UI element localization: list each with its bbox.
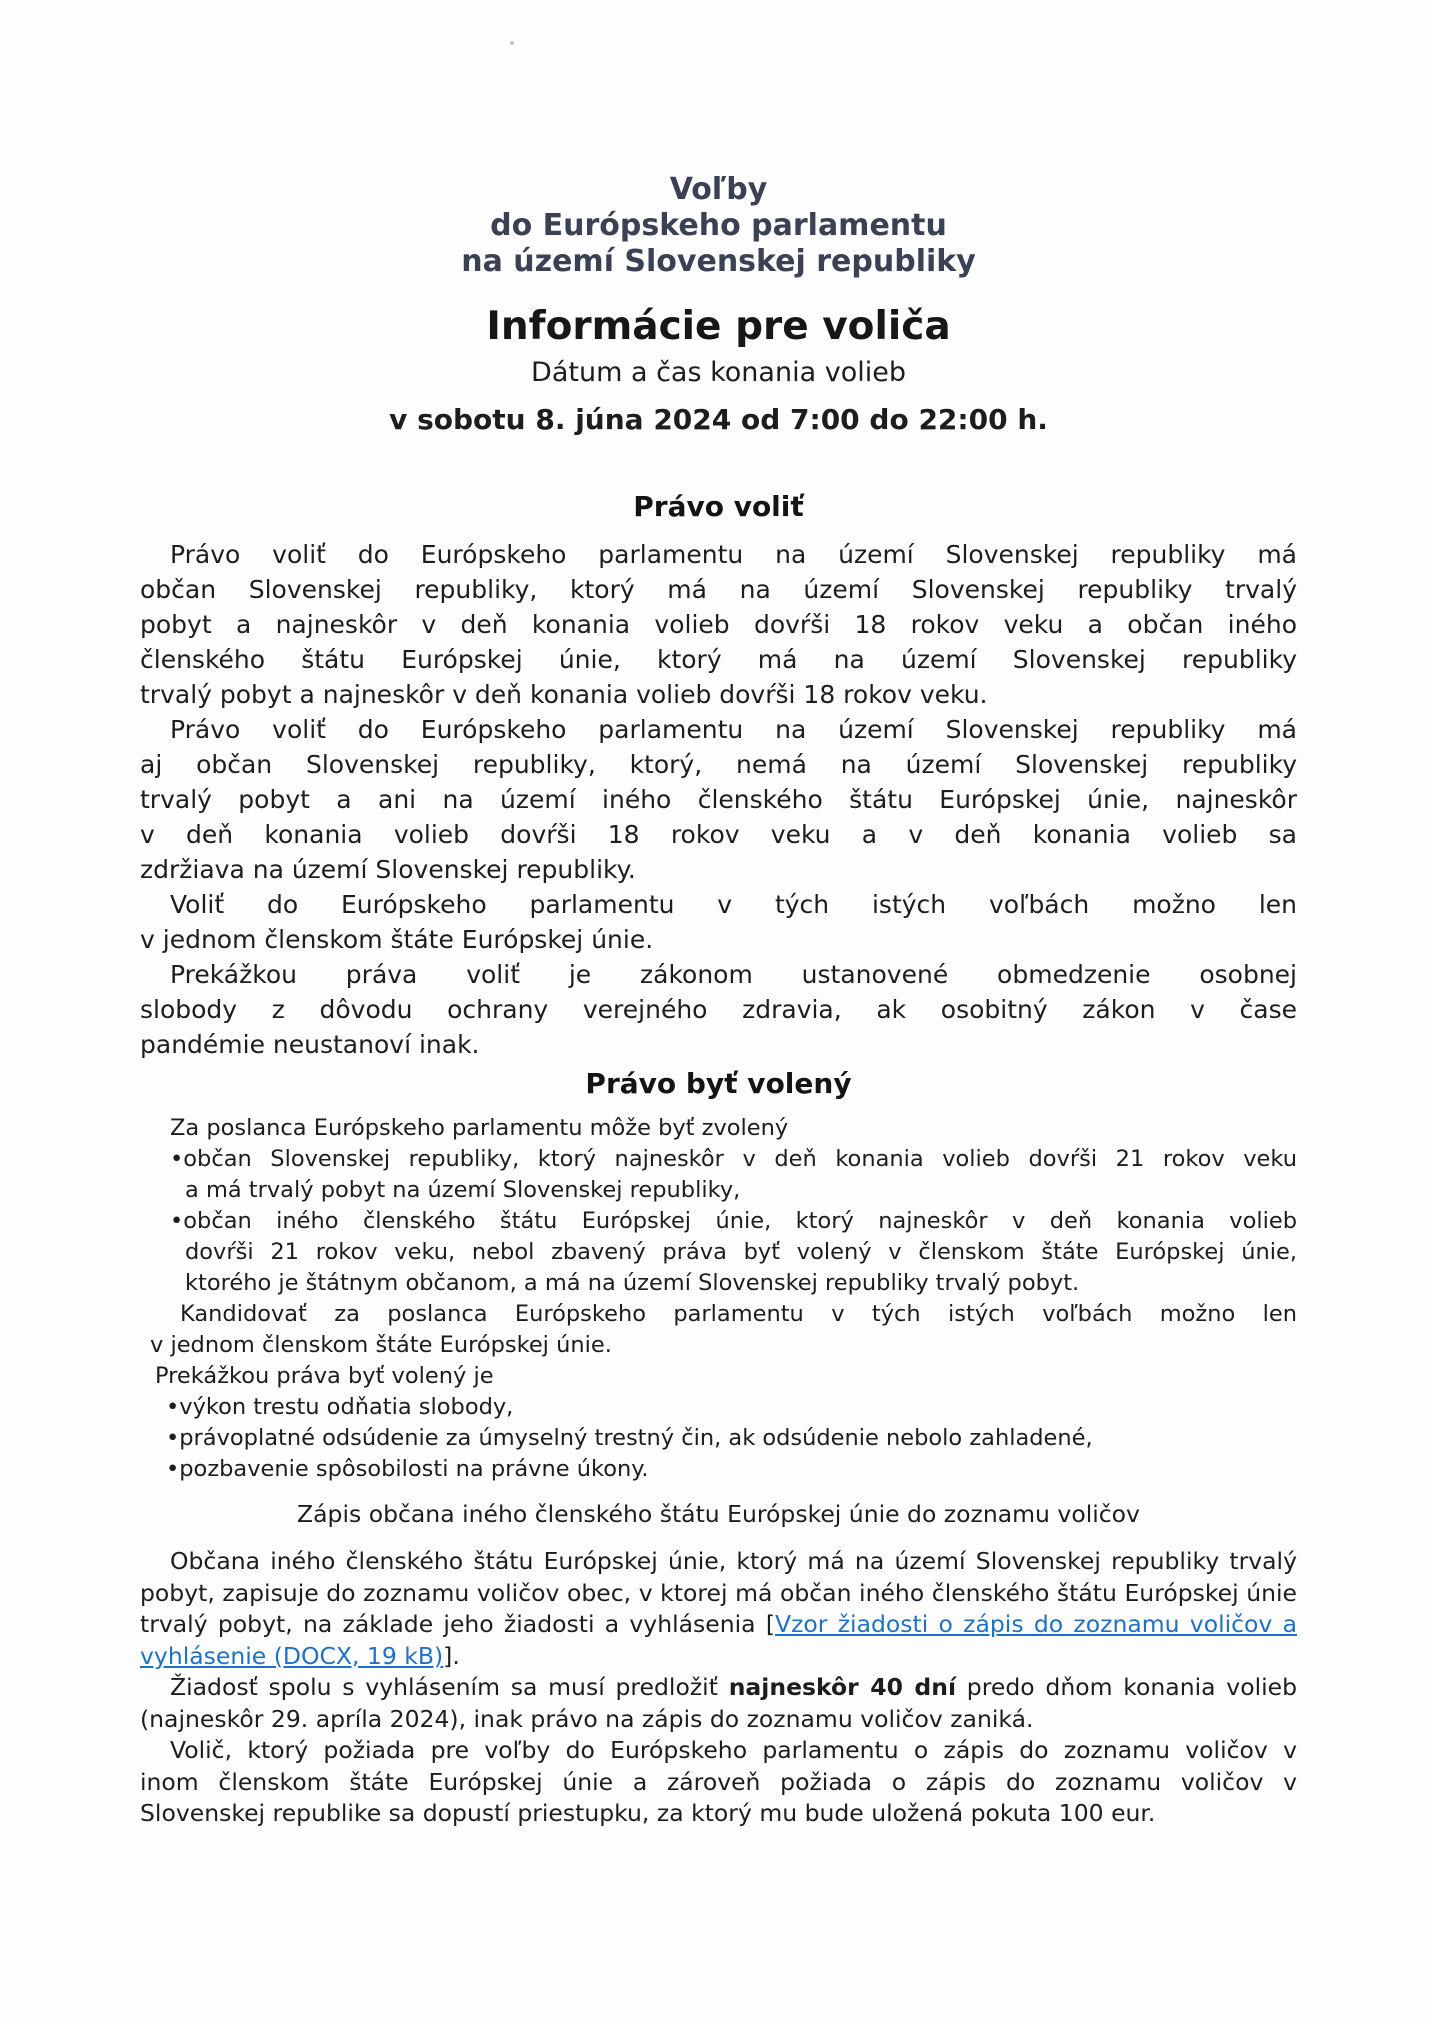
impediment-bullet-2: •právoplatné odsúdenie za úmyselný trestný čin, ak odsúdenie nebolo zahladené, [166, 1425, 1093, 1451]
section-heading-right-to-be-elected: Právo byť volený [585, 1067, 852, 1100]
registration-text-after-link: ]. [443, 1641, 460, 1670]
eligibility-bullet-2: •občan iného členského štátu Európskej únie, ktorý najneskôr v deň konania volieb dovŕši 21 rokov veku, nebol zbavený práva byť volený v členskom štáte Európskej únie, ktorého je štátnym občanom, a má na území Slovenskej republiky trvalý pobyt. [170, 1208, 1297, 1296]
title-line-3: na území Slovenskej republiky [461, 244, 976, 279]
deadline-bold-text: najneskôr 40 dní [728, 1673, 957, 1701]
election-date-line: v sobotu 8. júna 2024 od 7:00 do 22:00 h. [389, 403, 1048, 436]
main-heading: Informácie pre voliča [486, 304, 951, 349]
scan-artifact-dot [510, 41, 514, 45]
impediment-bullet-3: •pozbavenie spôsobilosti na právne úkony. [166, 1456, 649, 1482]
paragraph-registration [140, 1546, 1297, 1672]
eligibility-intro: Za poslanca Európskeho parlamentu môže byť zvolený [170, 1115, 789, 1141]
eligibility-bullet-1: •občan Slovenskej republiky, ktorý najneskôr v deň konania volieb dovŕši 21 rokov veku a má trvalý pobyt na území Slovenskej republiky, [170, 1146, 1297, 1203]
paragraph-candidacy: Kandidovať za poslanca Európskeho parlamentu v tých istých voľbách možno len v jednom členskom štáte Európskej únie. [150, 1301, 1297, 1358]
registration-form-link[interactable]: Vzor žiadosti o zápis do zoznamu voličov a vyhlásenie (DOCX, 19 kB) [140, 1610, 1297, 1670]
document-title [140, 172, 1297, 280]
registration-text-before-link: Občana iného členského štátu Európskej únie, ktorý má na území Slovenskej republiky trvalý pobyt, zapisuje do zoznamu voličov obec, v ktorej má občan iného členského štátu Európskej únie trvalý pobyt, na základe jeho žiadosti a vyhlásenia [ [140, 1547, 1297, 1638]
title-line-2: do Európskeho parlamentu [490, 208, 947, 243]
paragraph-right-to-vote-3: Voliť do Európskeho parlamentu v tých istých voľbách možno len v jednom členskom štáte Európskej únie. [140, 890, 1297, 954]
date-time-subtitle: Dátum a čas konania volieb [531, 357, 906, 388]
title-line-1: Voľby [669, 172, 768, 207]
impediment-bullet-1: •výkon trestu odňatia slobody, [166, 1394, 514, 1420]
deadline-text-2: predo dňom konania volieb (najneskôr 29. apríla 2024), inak právo na zápis do zoznamu voličov zaniká. [140, 1673, 1298, 1733]
section-heading-right-to-vote: Právo voliť [633, 490, 804, 523]
paragraph-deadline [140, 1672, 1297, 1735]
paragraph-right-to-vote-4: Prekážkou práva voliť je zákonom ustanovené obmedzenie osobnej slobody z dôvodu ochrany verejného zdravia, ak osobitný zákon v čase pandémie neustanoví inak. [140, 960, 1297, 1059]
impediments-intro: Prekážkou práva byť volený je [155, 1363, 494, 1389]
paragraph-right-to-vote-1: Právo voliť do Európskeho parlamentu na území Slovenskej republiky má občan Slovenskej republiky, ktorý má na území Slovenskej republiky trvalý pobyt a najneskôr v deň konania volieb dovŕši 18 rokov veku a občan iného členského štátu Európskej únie, ktorý má na území Slovenskej republiky trvalý pobyt a najneskôr v deň konania volieb dovŕši 18 rokov veku. [140, 540, 1297, 709]
subheading-voter-registration: Zápis občana iného členského štátu Európskej únie do zoznamu voličov [297, 1500, 1140, 1528]
deadline-text-1: Žiadosť spolu s vyhlásením sa musí predložiť [170, 1673, 729, 1701]
paragraph-double-registration-penalty: Volič, ktorý požiada pre voľby do Európskeho parlamentu o zápis do zoznamu voličov v inom členskom štáte Európskej únie a zároveň požiada o zápis do zoznamu voličov v Slovenskej republike sa dopustí priestupku, za ktorý mu bude uložená pokuta 100 eur. [140, 1736, 1297, 1827]
paragraph-right-to-vote-2: Právo voliť do Európskeho parlamentu na území Slovenskej republiky má aj občan Slovenskej republiky, ktorý, nemá na území Slovenskej republiky trvalý pobyt a ani na území iného členského štátu Európskej únie, najneskôr v deň konania volieb dovŕši 18 rokov veku a v deň konania volieb sa zdržiava na území Slovenskej republiky. [140, 715, 1297, 884]
